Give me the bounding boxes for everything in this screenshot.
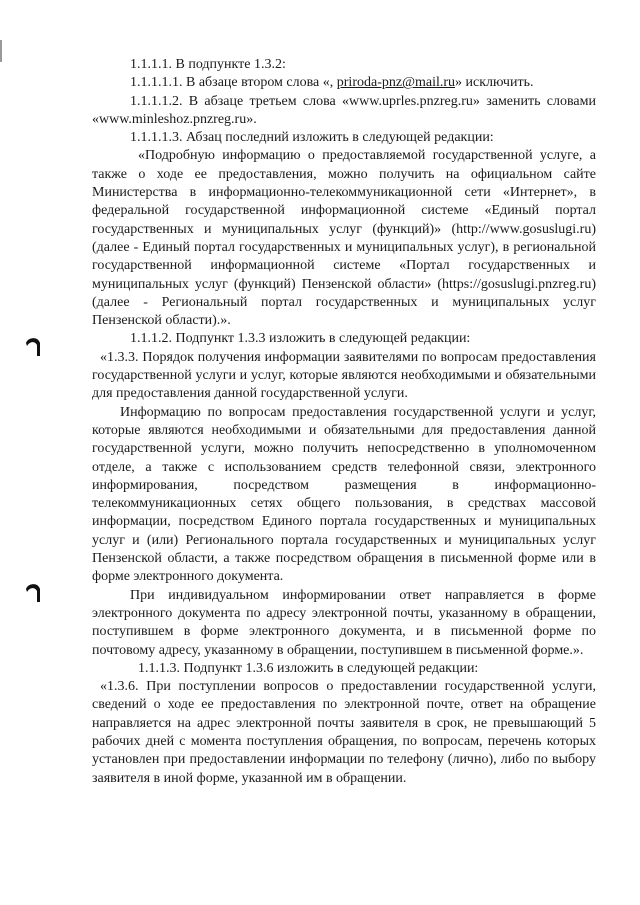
paragraph-10: 1.1.1.3. Подпункт 1.3.6 изложить в следующей редакции:	[138, 660, 479, 676]
paragraph-6: 1.1.1.2. Подпункт 1.3.3 изложить в следующей редакции:	[130, 331, 471, 347]
paragraph-2-end: » исключить.	[455, 75, 534, 91]
email-link: priroda-pnz@mail.ru	[336, 75, 456, 91]
paragraph-11: «1.3.6. При поступлении вопросов о предоставлении государственной услуги, сведений о ходе ее предоставления по электронной почте, ответ на обращение направляется на адрес электронной почты заявителя в срок, не превышающий 5 рабочих дней с момента поступления обращения, по вопросам, перечень которых установлен при предоставлении информации по телефону (лично), либо по выбору заявителя в иной форме, указанной им в обращении.	[92, 679, 596, 786]
document-body	[92, 56, 596, 788]
paragraph-5: «Подробную информацию о предоставляемой государственной услуге, а также о ходе ее предоставления, можно получить на официальном сайте Министерства в информационно-телекоммуникационной сети «Интернет», в федеральной государственной информационной системе «Единый портал государственных и муниципальных услуг (функций)» (http://www.gosuslugi.ru) (далее - Единый портал государственных и муниципальных услуг), в региональной государственной информационной системе «Портал государственных и муниципальных услуг (функций) Пензенской области» (https://gosuslugi.pnzreg.ru) (далее - Региональный портал государственных и муниципальных услуг Пензенской области).».	[92, 148, 596, 329]
paragraph-4: 1.1.1.1.3. Абзац последний изложить в следующей редакции:	[130, 130, 494, 146]
paragraph-2-start: 1.1.1.1.1. В абзаце втором слова «,	[130, 75, 337, 91]
paragraph-7: «1.3.3. Порядок получения информации заявителями по вопросам предоставления государственной услуги и услуг, которые являются необходимыми и обязательными для предоставления данной государственной услуги.	[92, 349, 596, 402]
punch-hole-mark-top	[24, 335, 42, 357]
punch-hole-mark-bottom	[24, 581, 42, 603]
paragraph-9: При индивидуальном информировании ответ направляется в форме электронного документа по адресу электронной почты, указанному в обращении, поступившем в форме электронного документа, и в письменной форме по почтовому адресу, указанному в обращении, поступившем в письменной форме.».	[92, 587, 596, 658]
scan-edge-mark	[0, 40, 2, 62]
paragraph-1: 1.1.1.1. В подпункте 1.3.2:	[130, 57, 286, 72]
paragraph-2	[92, 74, 596, 92]
paragraph-8: Информацию по вопросам предоставления государственной услуги и услуг, которые являются необходимыми и обязательными для предоставления данной государственной услуги, можно получить непосредственно в уполномоченном отделе, а также с использованием средств телефонной связи, электронного информирования, посредством размещения в информационно-телекоммуникационных сетях общего пользования, в средствах массовой информации, посредством Единого портала государственных и муниципальных услуг и (или) Регионального портала государственных и муниципальных услуг Пензенской области, а также посредством обращения в письменной форме или в форме электронного документа.	[92, 404, 596, 585]
paragraph-3: 1.1.1.1.2. В абзаце третьем слова «www.uprles.pnzreg.ru» заменить словами «www.minleshoz.pnzreg.ru».	[92, 93, 596, 127]
